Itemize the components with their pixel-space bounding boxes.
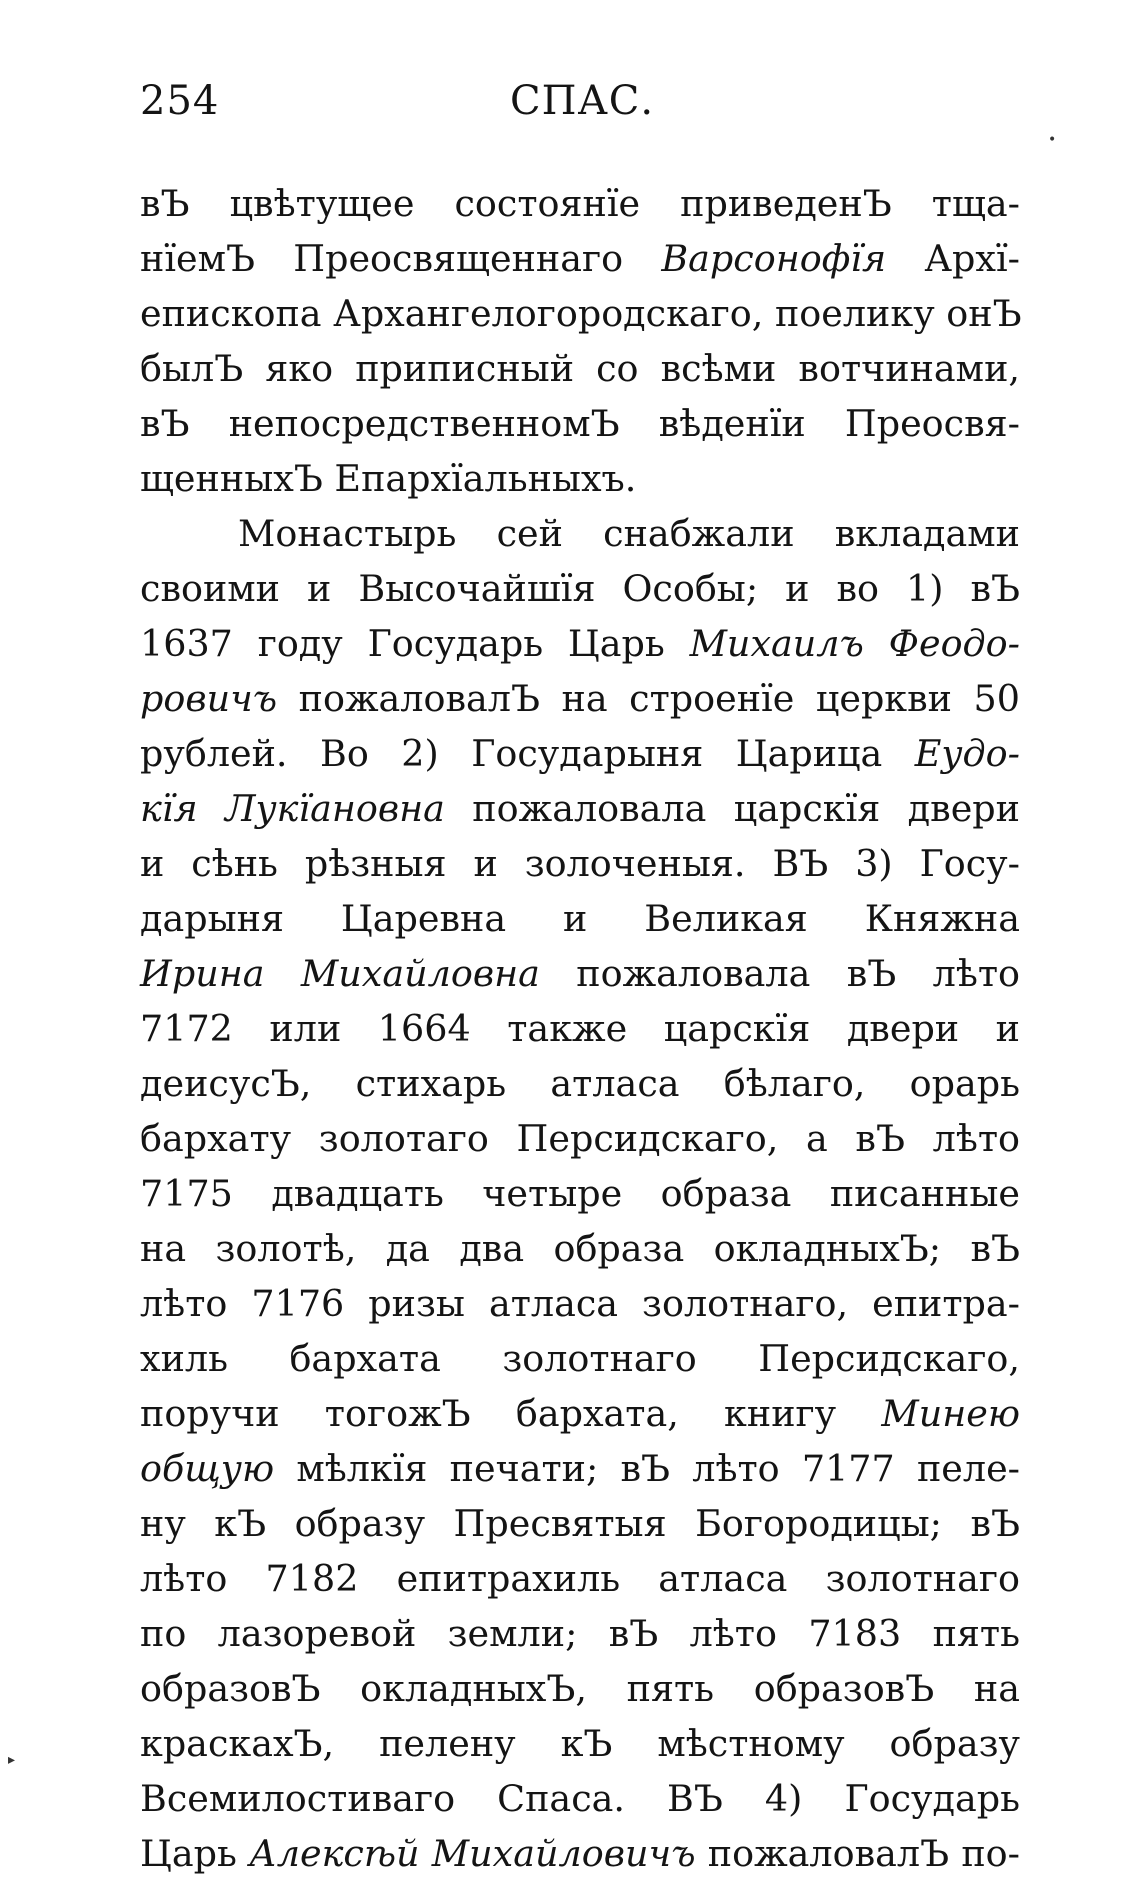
text-line [140, 1001, 1020, 1056]
italic-name-span: Ирина Михайловна [140, 952, 540, 995]
italic-name-span: кїя Лукїановна [140, 787, 445, 830]
text-span: былЪ яко приписный со всѣми вотчинами, [140, 347, 1020, 390]
text-line [140, 451, 1020, 506]
text-span: 1637 году Государь Царь [140, 622, 690, 665]
text-line [140, 1661, 1020, 1716]
text-line [140, 1441, 1020, 1496]
text-span: лѣто 7176 ризы атласа золотнаго, епитра- [140, 1282, 1020, 1325]
text-line [140, 946, 1020, 1001]
text-span: образовЪ окладныхЪ, пять образовЪ на [140, 1667, 1020, 1710]
text-line [140, 341, 1020, 396]
text-line [140, 1111, 1020, 1166]
body-text [140, 176, 1020, 1881]
italic-name-span: Алексѣй Михайловичъ [249, 1832, 696, 1875]
text-span: своими и Высочайшїя Особы; и во 1) вЪ [140, 567, 1020, 610]
text-span: по лазоревой земли; вЪ лѣто 7183 пять [140, 1612, 1020, 1655]
text-line [140, 1496, 1020, 1551]
text-span: вЪ цвѣтущее состоянїе приведенЪ тща- [140, 182, 1020, 225]
text-span: мѣлкїя печати; вЪ лѣто 7177 пеле- [274, 1447, 1020, 1490]
text-span: Царь [140, 1832, 250, 1875]
running-head: СПАС. [510, 78, 655, 124]
italic-name-span: Михаилъ Феодо- [689, 622, 1020, 665]
text-span: нїемЪ Преосвященнаго [140, 237, 662, 280]
italic-name-span: ровичъ [140, 677, 278, 720]
text-line [140, 1716, 1020, 1771]
text-span: вЪ непосредственномЪ вѣденїи Преосвя- [140, 402, 1020, 445]
text-line [140, 1166, 1020, 1221]
text-span: 7172 или 1664 также царскїя двери и [140, 1007, 1020, 1050]
text-span: Монастырь сей снабжали вкладами [238, 512, 1020, 555]
text-line [140, 396, 1020, 451]
text-line [140, 891, 1020, 946]
text-span: щенныхЪ Епархїальныхъ. [140, 457, 637, 500]
text-line [140, 286, 1020, 341]
text-span: Всемилостиваго Спаса. ВЪ 4) Государь [140, 1777, 1020, 1820]
text-span: деисусЪ, стихарь атласа бѣлаго, орарь [140, 1062, 1020, 1105]
text-line [140, 1771, 1020, 1826]
text-span: хиль бархата золотнаго Персидскаго, [140, 1337, 1020, 1380]
text-span: на золотѣ, да два образа окладныхЪ; вЪ [140, 1227, 1020, 1270]
text-line [140, 1056, 1020, 1111]
text-line [140, 671, 1020, 726]
text-span: бархату золотаго Персидскаго, а вЪ лѣто [140, 1117, 1020, 1160]
page-header [140, 78, 1020, 138]
text-span: дарыня Царевна и Великая Княжна [140, 897, 1020, 940]
text-line [140, 1551, 1020, 1606]
text-span: ну кЪ образу Пресвятыя Богородицы; вЪ [140, 1502, 1020, 1545]
text-span: пожаловалЪ по- [695, 1832, 1020, 1875]
text-span: Архї- [886, 237, 1020, 280]
text-span: 7175 двадцать четыре образа писанные [140, 1172, 1020, 1215]
text-line [140, 1826, 1020, 1881]
text-line [140, 176, 1020, 231]
text-line [140, 836, 1020, 891]
italic-name-span: Еудо- [914, 732, 1020, 775]
italic-name-span: общую [140, 1447, 275, 1490]
text-line [140, 506, 1020, 561]
text-line [140, 1606, 1020, 1661]
text-line [140, 561, 1020, 616]
page-number: 254 [140, 78, 220, 124]
text-line [140, 231, 1020, 286]
text-span: пожаловала царскїя двери [444, 787, 1020, 830]
text-span: краскахЪ, пелену кЪ мѣстному образу [140, 1722, 1020, 1765]
text-span: пожаловала вЪ лѣто [539, 952, 1020, 995]
text-line [140, 1221, 1020, 1276]
text-span: пожаловалЪ на строенїе церкви 50 [277, 677, 1020, 720]
text-span: поручи тогожЪ бархата, книгу [140, 1392, 882, 1435]
print-speck: ▸ [8, 1752, 16, 1768]
text-line [140, 1331, 1020, 1386]
print-speck: • [1048, 132, 1057, 148]
text-span: лѣто 7182 епитрахиль атласа золотнаго [140, 1557, 1020, 1600]
text-span: епископа Архангелогородскаго, поелику онЪ [140, 292, 1022, 335]
italic-name-span: Минею [881, 1392, 1020, 1435]
text-line [140, 1276, 1020, 1331]
text-line [140, 1386, 1020, 1441]
text-line [140, 726, 1020, 781]
italic-name-span: Варсонофїя [661, 237, 887, 280]
text-span: и сѣнь рѣзныя и золоченыя. ВЪ 3) Госу- [140, 842, 1020, 885]
text-line [140, 616, 1020, 671]
text-line [140, 781, 1020, 836]
text-span: рублей. Во 2) Государыня Царица [140, 732, 915, 775]
